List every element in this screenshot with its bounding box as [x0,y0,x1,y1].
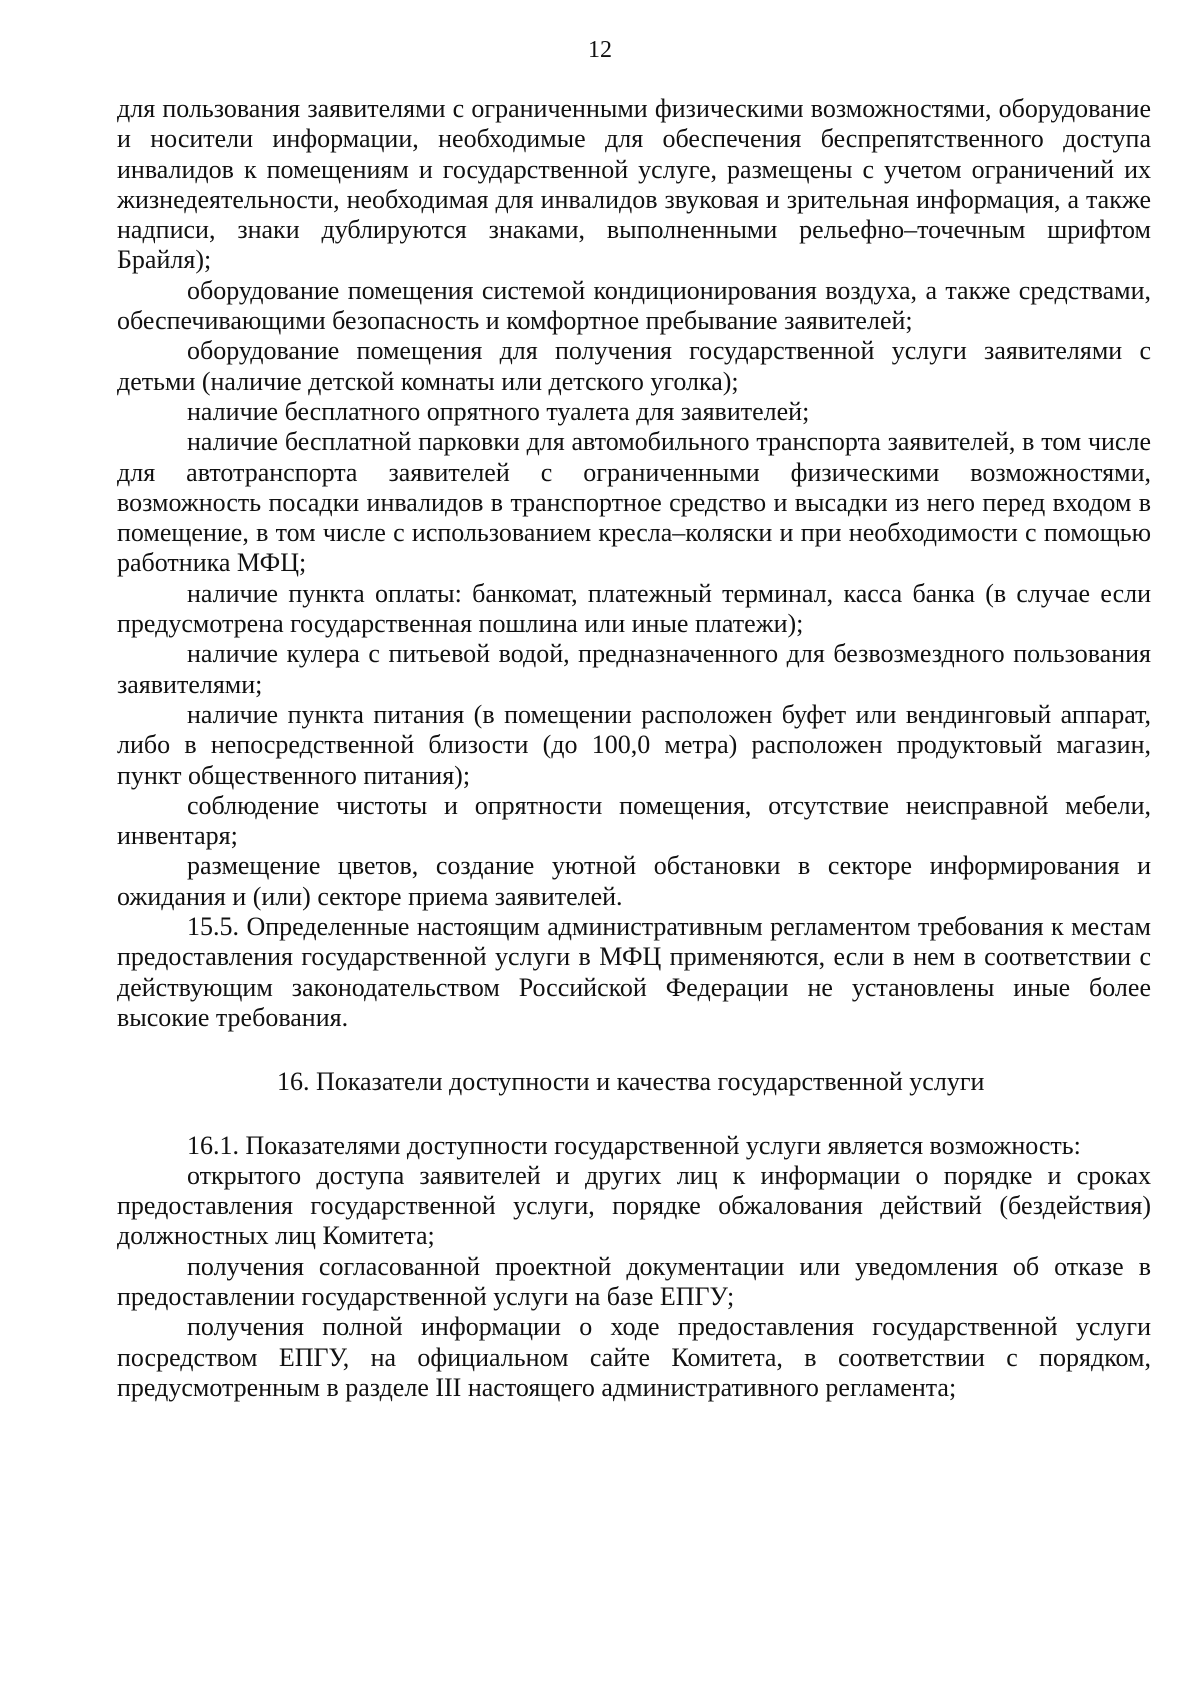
paragraph-continuation: для пользования заявителями с ограниченными физическими возможностями, оборудование и носители информации, необходимые для обеспечения беспрепятственного доступа инвалидов к помещениям и государственной услуге, размещены с учетом ограничений их жизнедеятельности, необходимая для инвалидов звуковая и зрительная информация, а также надписи, знаки дублируются знаками, выполненными рельефно–точечным шрифтом Брайля); [117,94,1151,275]
paragraph-water-cooler: наличие кулера с питьевой водой, предназначенного для безвозмездного пользования заявителями; [117,639,1151,699]
paragraph-open-access: открытого доступа заявителей и других лиц к информации о порядке и сроках предоставления государственной услуги, порядке обжалования действий (бездействия) должностных лиц Комитета; [117,1160,1151,1251]
paragraph-toilet: наличие бесплатного опрятного туалета для заявителей; [187,396,810,426]
paragraph-air-conditioning: оборудование помещения системой кондиционирования воздуха, а также средствами, обеспечивающими безопасность и комфортное пребывание заявителей; [117,275,1151,336]
paragraph-flowers: размещение цветов, создание уютной обстановки в секторе информирования и ожидания и (или) секторе приема заявителей. [117,851,1151,911]
section-heading-16: 16. Показатели доступности и качества государственной услуги [277,1067,985,1097]
paragraph-children-room: оборудование помещения для получения государственной услуги заявителями с детьми (наличие детской комнаты или детского уголка); [117,336,1151,396]
paragraph-15-5: 15.5. Определенные настоящим административным регламентом требования к местам предоставления государственной услуги в МФЦ применяются, если в нем в соответствии с действующим законодательством Российской Федерации не установлены иные более высокие требования. [117,912,1151,1032]
paragraph-approved-documentation: получения согласованной проектной документации или уведомления об отказе в предоставлении государственной услуги на базе ЕПГУ; [117,1251,1151,1311]
paragraph-food-point: наличие пункта питания (в помещении расположен буфет или вендинговый аппарат, либо в непосредственной близости (до 100,0 метра) расположен продуктовый магазин, пункт общественного питания); [117,699,1151,790]
paragraph-16-1: 16.1. Показателями доступности государственной услуги является возможность: [187,1130,1081,1160]
paragraph-parking: наличие бесплатной парковки для автомобильного транспорта заявителей, в том числе для автотранспорта заявителей с ограниченными физическими возможностями, возможность посадки инвалидов в транспортное средство и высадки из него перед входом в помещение, в том числе с использованием кресла–коляски и при необходимости с помощью работника МФЦ; [117,427,1151,578]
page-number: 12 [588,37,612,63]
paragraph-payment-point: наличие пункта оплаты: банкомат, платежный терминал, касса банка (в случае если предусмотрена государственная пошлина или иные платежи); [117,578,1151,639]
document-body [117,94,1151,1403]
paragraph-cleanliness: соблюдение чистоты и опрятности помещения, отсутствие неисправной мебели, инвентаря; [117,790,1151,851]
paragraph-full-information: получения полной информации о ходе предоставления государственной услуги посредством ЕПГУ, на официальном сайте Комитета, в соответствии с порядком, предусмотренным в разделе III настоящего административного регламента; [117,1312,1151,1402]
